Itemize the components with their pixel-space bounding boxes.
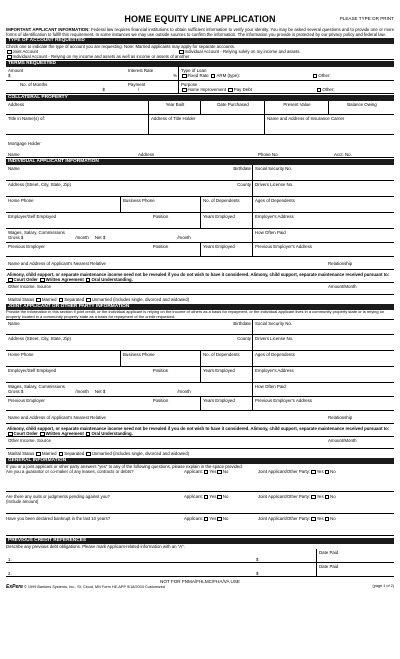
- individual-previous-employer-field[interactable]: Previous Employer: [8, 244, 45, 250]
- date-purchased-field[interactable]: Date Purchased: [200, 101, 264, 114]
- general-q3-row: Have you been declared bankrupt in the last 10 years? Applicant: Yes No Joint Applicant/Other Party: Yes No: [6, 514, 394, 536]
- form-title: HOME EQUITY LINE APPLICATION: [124, 14, 276, 24]
- not-for-notice: NOT FOR FNMA/FHLMC/FHA/VA USE: [160, 579, 240, 585]
- individual-home-phone-field[interactable]: Home Phone: [8, 198, 34, 204]
- individual-how-often-paid-field[interactable]: How Often Paid: [252, 229, 394, 242]
- joint-position-field[interactable]: Position: [152, 368, 169, 374]
- individual-phone-row: [6, 197, 394, 213]
- individual-ages-dependents-field[interactable]: Ages of Dependents: [252, 197, 394, 212]
- individual-years-employed-field[interactable]: Years Employed: [200, 213, 252, 228]
- credit-reference-1-amount[interactable]: $: [256, 557, 259, 563]
- joint-phone-row: [6, 351, 394, 367]
- brand-logo: ExPere: [6, 584, 23, 591]
- bankrupt-question: Have you been declared bankrupt in the last 10 years?: [6, 516, 111, 522]
- terms-row-1: [6, 67, 394, 81]
- individual-separated-checkbox[interactable]: [59, 298, 64, 303]
- intro-label: IMPORTANT APPLICANT INFORMATION:: [6, 27, 90, 32]
- collateral-bar: COLLATERAL PROPERTY: [6, 95, 394, 101]
- previous-credit-instruction: Describe any previous debt obligations. Please mark Applicant-related information with an "A".: [6, 544, 185, 550]
- credit-reference-row-1: [6, 549, 394, 563]
- individual-marital-status-row: Marital Status Married Separated Unmarried (includes single, divorced and widowed): [8, 297, 190, 303]
- joint-married-checkbox[interactable]: [36, 452, 41, 457]
- pay-debt-checkbox[interactable]: [228, 88, 233, 93]
- joint-previous-employer-address-field[interactable]: Previous Employer's Address: [252, 397, 394, 410]
- collateral-address-field[interactable]: Address: [8, 102, 25, 108]
- mortgage-holder-line[interactable]: [6, 151, 394, 158]
- copyright-line: © 1999 Bankers Systems, Inc., St. Cloud, MN Form HE-APP 9/18/2003 Customized: [24, 585, 165, 590]
- joint-previous-years-field[interactable]: Years Employed: [200, 397, 252, 410]
- individual-previous-years-field[interactable]: Years Employed: [200, 243, 252, 256]
- joint-wages-row: [6, 383, 394, 397]
- loan-other-checkbox[interactable]: [313, 74, 318, 79]
- mortgage-phone-label: Phone No.: [258, 152, 279, 158]
- individual-position-field[interactable]: Position: [152, 214, 169, 220]
- individual-unmarried-checkbox[interactable]: [86, 298, 91, 303]
- form-footer: [6, 579, 394, 591]
- joint-previous-employer-row: [6, 397, 394, 411]
- joint-ages-dependents-field[interactable]: Ages of Dependents: [252, 351, 394, 366]
- individual-employer-field[interactable]: Employer/Self Employed: [8, 214, 57, 220]
- individual-previous-employer-address-field[interactable]: Previous Employer's Address: [252, 243, 394, 256]
- q1-applicant-yes[interactable]: [204, 470, 209, 475]
- present-value-field[interactable]: Present Value: [264, 101, 328, 114]
- joint-employer-row: [6, 367, 394, 383]
- joint-county-field[interactable]: County: [237, 336, 251, 342]
- joint-address-row: [6, 335, 394, 351]
- joint-name-field[interactable]: Name: [8, 321, 20, 327]
- mortgage-acct-label: Acct. No.: [334, 152, 352, 158]
- mortgage-holder-row: [6, 135, 394, 151]
- individual-self-label: Individual Account - Relying solely on my income and assets.: [184, 49, 301, 55]
- joint-employer-field[interactable]: Employer/Self Employed: [8, 368, 57, 374]
- credit-reference-2-date-paid[interactable]: Date Paid: [316, 563, 394, 576]
- individual-other-checkbox[interactable]: [7, 55, 12, 60]
- account-type-bar: TYPE OF ACCOUNT REQUESTED: [6, 38, 394, 44]
- individual-dependents-field[interactable]: No. of Dependents: [200, 197, 252, 212]
- form-header: [6, 14, 394, 26]
- individual-address-row: [6, 181, 394, 197]
- individual-other-label: Individual Account - Relying on my income and assets as well as income or assets of another: [12, 54, 190, 60]
- account-type-option-other: [6, 54, 394, 60]
- address-title-holder-field[interactable]: Address of Title Holder: [148, 115, 264, 134]
- joint-relative-row: [6, 411, 394, 424]
- joint-unmarried-checkbox[interactable]: [86, 452, 91, 457]
- credit-reference-2-field[interactable]: 2.: [8, 571, 12, 577]
- joint-other-income-row: [6, 436, 394, 449]
- joint-dependents-field[interactable]: No. of Dependents: [200, 351, 252, 366]
- mortgage-holder-label: Mortgage Holder: [8, 141, 41, 147]
- type-of-loan-field: Type of Loan Fixed Rate ARM (type): Other:: [178, 67, 394, 80]
- joint-other-income-field[interactable]: Other Income. Source: [8, 438, 51, 444]
- account-type-instruction: Check one to indicate the type of account you are requesting. Note: Married applicants may apply for separate accounts.: [6, 44, 236, 50]
- general-bar: GENERAL INFORMATION: [6, 458, 394, 464]
- individual-ssn-field[interactable]: Social Security No.: [252, 165, 394, 180]
- joint-birthdate-field[interactable]: Birthdate: [233, 321, 251, 327]
- fixed-rate-checkbox[interactable]: [182, 74, 187, 79]
- joint-oral-understanding-checkbox[interactable]: [86, 432, 91, 437]
- joint-how-often-paid-field[interactable]: How Often Paid: [252, 383, 394, 396]
- q2-applicant-yes[interactable]: [204, 495, 209, 500]
- q3-joint-yes[interactable]: [311, 517, 316, 522]
- suits-question-sub: (Include amount): [6, 499, 39, 505]
- individual-birthdate-field[interactable]: Birthdate: [233, 166, 251, 172]
- individual-license-field[interactable]: Drivers License No.: [252, 181, 394, 196]
- individual-address-field[interactable]: Address (Street, City, State, Zip): [8, 182, 71, 188]
- joint-separated-checkbox[interactable]: [59, 452, 64, 457]
- individual-wages-row: [6, 229, 394, 243]
- individual-employer-address-field[interactable]: Employer's Address: [252, 213, 394, 228]
- general-q2-row: Are there any suits or judgments pending against you? (Include amount) Applicant: Yes No Joint Applicant/Other Party: Yes No: [6, 492, 394, 514]
- intro-text: Federal law requires financial institutions to obtain sufficient information to verify your identity. You may be asked several questions and to provide one or more forms of identification to fulfill this requirement. In some instances we may use outside sources to confirm the information. The information you provide is protected by our privacy policy and federal law.: [6, 27, 394, 38]
- terms-bar: TERMS REQUESTED: [6, 61, 394, 67]
- individual-oral-understanding-checkbox[interactable]: [86, 278, 91, 283]
- please-type-note: PLEASE TYPE OR PRINT: [339, 16, 394, 21]
- joint-marital-status-row: Marital Status Married Separated Unmarried (includes single, divorced and widowed): [8, 451, 190, 457]
- application-page: [6, 0, 394, 591]
- joint-relative-field[interactable]: Name and Address of Applicant's Nearest Relative: [8, 415, 106, 421]
- home-improvement-checkbox[interactable]: [182, 88, 187, 93]
- general-q1-row: Are you a guarantor or co-maker of any leases, contracts or debts? Applicant: Yes No Joint Applicant/Other Party: Yes No: [6, 469, 394, 492]
- q1-joint-yes[interactable]: [311, 470, 316, 475]
- individual-business-phone-field[interactable]: Business Phone: [120, 197, 200, 212]
- joint-home-phone-field[interactable]: Home Phone: [8, 352, 34, 358]
- joint-previous-position-field[interactable]: Position: [152, 398, 169, 404]
- individual-relationship-field[interactable]: Relationship: [328, 261, 353, 267]
- year-built-field[interactable]: Year Built: [148, 101, 200, 114]
- individual-relative-field[interactable]: Name and Address of Applicant's Nearest Relative: [8, 261, 106, 267]
- individual-employer-row: [6, 213, 394, 229]
- no-months-field[interactable]: No. of Months $: [20, 82, 105, 93]
- joint-license-field[interactable]: Drivers License No.: [252, 335, 394, 350]
- joint-address-field[interactable]: Address (Street, City, State, Zip): [8, 336, 71, 342]
- suits-question: Are there any suits or judgments pending against you?: [6, 494, 110, 500]
- joint-relationship-field[interactable]: Relationship: [328, 415, 353, 421]
- arm-checkbox[interactable]: [211, 74, 216, 79]
- individual-alimony-notice: Alimony, child support, or separate maintenance income need not be revealed if you do not wish to have it considered. Alimony, child support, separate maintenance received pursuant to: Court Order Written Agreement Oral Understanding.: [7, 272, 390, 283]
- individual-written-agreement-checkbox[interactable]: [40, 278, 45, 283]
- individual-previous-position-field[interactable]: Position: [152, 244, 169, 250]
- individual-other-income-field[interactable]: Other Income. Source: [8, 284, 51, 290]
- credit-reference-row-2: [6, 563, 394, 577]
- individual-name-field[interactable]: Name: [8, 166, 20, 172]
- payment-field[interactable]: Payment /: [128, 82, 146, 93]
- joint-name-row: [6, 319, 394, 335]
- joint-court-order-checkbox[interactable]: [8, 432, 13, 437]
- q3-applicant-yes[interactable]: [204, 517, 209, 522]
- guarantor-question: Are you a guarantor or co-maker of any leases, contracts or debts?: [6, 469, 134, 475]
- joint-written-agreement-checkbox[interactable]: [40, 432, 45, 437]
- individual-previous-employer-row: [6, 243, 394, 257]
- q2-joint-no[interactable]: [325, 495, 330, 500]
- balance-owing-field[interactable]: Balance Owing: [328, 101, 394, 114]
- individual-wages-field[interactable]: Wages, Salary, Commissions Gross $ /month Net $ /month: [8, 230, 191, 241]
- individual-county-field[interactable]: County: [237, 182, 251, 188]
- q3-joint-no[interactable]: [325, 517, 330, 522]
- intro-notice: [6, 27, 394, 37]
- amount-field[interactable]: Amount $: [8, 68, 24, 79]
- general-instruction: If you or a joint applicant or other party answers "yes" to any of the following questions, please explain in the space provided.: [6, 464, 243, 470]
- q1-joint-no[interactable]: [325, 470, 330, 475]
- q2-joint-yes[interactable]: [311, 495, 316, 500]
- q1-applicant-no[interactable]: [217, 470, 222, 475]
- individual-relative-row: [6, 257, 394, 270]
- individual-bar: INDIVIDUAL APPLICANT INFORMATION: [6, 159, 394, 165]
- individual-court-order-checkbox[interactable]: [8, 278, 13, 283]
- joint-business-phone-field[interactable]: Business Phone: [120, 351, 200, 366]
- mortgage-name-label: Name: [8, 152, 20, 158]
- collateral-row-1: [6, 101, 394, 115]
- joint-bar: JOINT APPLICANT OR OTHER PARTY INFORMATION: [6, 304, 394, 310]
- credit-reference-2-amount[interactable]: $: [256, 571, 259, 577]
- insurance-carrier-field[interactable]: Name and Address of Insurance Carrier: [264, 115, 394, 134]
- joint-account-label: Joint Account: [12, 49, 39, 55]
- q2-applicant-no[interactable]: [217, 495, 222, 500]
- joint-alimony-notice: Alimony, child support, or separate maintenance income need not be revealed if you do not wish to have it considered. Alimony, child support, separate maintenance received pursuant to: Court Order Written Agreement Oral Understanding.: [7, 426, 390, 437]
- purpose-field: Purpose Home Improvement Pay Debt Other:: [178, 81, 394, 93]
- q3-applicant-no[interactable]: [217, 517, 222, 522]
- purpose-other-checkbox[interactable]: [317, 88, 322, 93]
- joint-wages-field[interactable]: Wages, Salary, Commissions Gross $ /month Net $ /month: [8, 384, 191, 395]
- collateral-row-2: [6, 115, 394, 135]
- title-in-names-field[interactable]: Title in Name(s) of:: [8, 116, 45, 122]
- joint-employer-address-field[interactable]: Employer's Address: [252, 367, 394, 382]
- joint-instruction: Provide the information in this section if joint credit, or the individual applicant is relying on the income of others as a basis for repayment, or the individual applicant lives in a community property state or is relying on property located in a community property state as a basis for repayment of the credit requested.: [6, 309, 385, 319]
- joint-previous-employer-field[interactable]: Previous Employer: [8, 398, 45, 404]
- credit-reference-1-date-paid[interactable]: Date Paid: [316, 549, 394, 562]
- individual-other-income-row: [6, 282, 394, 295]
- terms-row-2: [6, 81, 394, 94]
- individual-amount-month-field[interactable]: Amount/Month: [328, 284, 357, 290]
- individual-married-checkbox[interactable]: [36, 298, 41, 303]
- joint-amount-month-field[interactable]: Amount/Month: [328, 438, 357, 444]
- credit-reference-1-field[interactable]: 1.: [8, 557, 12, 563]
- previous-credit-bar: PREVIOUS CREDIT REFERENCES: [6, 538, 394, 544]
- page-number: (page 1 of 2): [372, 584, 394, 589]
- individual-name-row: [6, 165, 394, 181]
- joint-years-employed-field[interactable]: Years Employed: [200, 367, 252, 382]
- mortgage-address-label: Address: [138, 152, 155, 158]
- interest-rate-field[interactable]: Interest Rate %: [128, 68, 177, 79]
- joint-ssn-field[interactable]: Social Security No.: [252, 320, 394, 334]
